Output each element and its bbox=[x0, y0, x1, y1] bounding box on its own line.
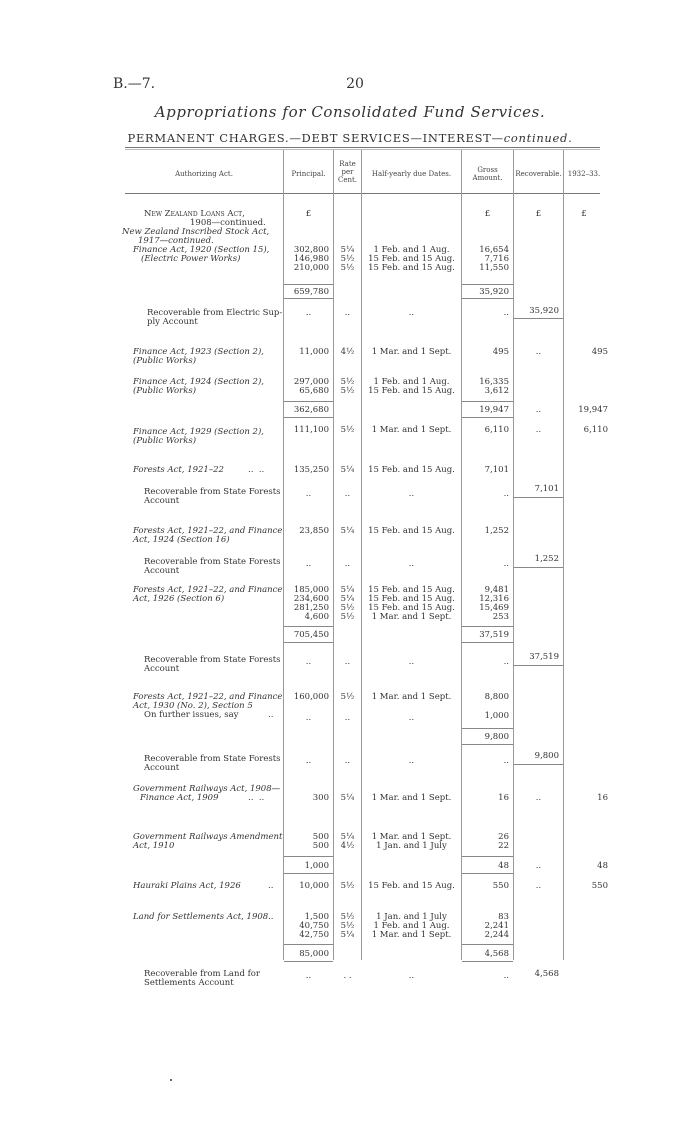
e2-recoverable: .. bbox=[535, 347, 542, 357]
e12-act-dots: .. bbox=[268, 912, 274, 922]
e3-dates: 1 Feb. and 1 Aug. 15 Feb. and 15 Aug. bbox=[368, 377, 455, 396]
col-head-year: 1932–33. bbox=[567, 170, 601, 178]
e12-principal-rule bbox=[284, 944, 333, 945]
currency-principal: £ bbox=[305, 209, 312, 219]
e5-dates: 15 Feb. and 15 Aug. bbox=[368, 465, 455, 475]
e12-rates: 5½ 5½ 5¼ bbox=[340, 912, 355, 940]
e3-principal-total: 362,680 bbox=[293, 405, 329, 415]
e6-dots-dates: .. bbox=[408, 559, 415, 569]
e3-gross-rule bbox=[462, 401, 513, 402]
e1-act-line-c: New Zealand Inscribed Stock Act, bbox=[122, 227, 270, 237]
col-head-act: Authorizing Act. bbox=[175, 170, 233, 178]
e4-dates: 1 Mar. and 1 Sept. bbox=[371, 425, 452, 435]
e10-rates: 5¼ 4½ bbox=[340, 832, 355, 851]
e8-recoverable-label: Recoverable from State Forests Account bbox=[144, 754, 281, 773]
e12-dots-rate: . . bbox=[343, 971, 352, 981]
e7-principal-total: 705,450 bbox=[293, 630, 329, 640]
e11-dates: 15 Feb. and 15 Aug. bbox=[368, 881, 455, 891]
e11-year: 550 bbox=[591, 881, 608, 891]
e5-recoverable-label: Recoverable from State Forests Account bbox=[144, 487, 281, 506]
e8-principal: 160,000 bbox=[293, 692, 329, 702]
e12-recoverable: 4,568 bbox=[534, 969, 559, 979]
e11-gross: 550 bbox=[492, 881, 509, 891]
e1-act-line-b: 1908—continued. bbox=[190, 218, 266, 228]
e5-act: Forests Act, 1921–22 bbox=[133, 465, 224, 475]
e11-rate: 5½ bbox=[340, 881, 355, 891]
col-head-recoverable: Recoverable. bbox=[515, 170, 562, 178]
e3-year: 19,947 bbox=[578, 405, 608, 415]
e5-dots-principal: .. bbox=[305, 489, 312, 499]
e7-principal: 185,000 234,600 281,250 4,600 bbox=[293, 585, 329, 622]
e5-dots-gross: .. bbox=[503, 489, 509, 499]
e2-act: Finance Act, 1923 (Section 2), (Public Works) bbox=[133, 347, 264, 366]
e8-dots-principal: .. bbox=[305, 713, 312, 723]
section-subtitle: PERMANENT CHARGES.—DEBT SERVICES—INTEREST—continued. bbox=[127, 131, 573, 145]
e1-dots-dates: .. bbox=[408, 308, 415, 318]
e10-act: Government Railways Amendment Act, 1910 bbox=[133, 832, 283, 851]
e10-recoverable: .. bbox=[535, 861, 542, 871]
e6-principal: 23,850 bbox=[299, 526, 329, 536]
e4-gross: 6,110 bbox=[484, 425, 509, 435]
e3-recoverable: .. bbox=[535, 405, 542, 415]
e1-recoverable-label: Recoverable from Electric Sup- ply Account bbox=[147, 308, 283, 327]
e12-gross: 83 2,241 2,244 bbox=[484, 912, 509, 940]
e7-gross-total: 37,519 bbox=[479, 630, 509, 640]
e1-recoverable: 35,920 bbox=[529, 306, 559, 316]
e7-dots-rate: .. bbox=[344, 657, 351, 667]
e7-dots-principal: .. bbox=[305, 657, 312, 667]
e1-recoverable-rule bbox=[514, 318, 563, 319]
e8-recoverable-rule bbox=[514, 764, 563, 765]
col-head-gross: Gross Amount. bbox=[472, 166, 503, 182]
e5-recoverable-rule bbox=[514, 497, 563, 498]
e11-act: Hauraki Plains Act, 1926 bbox=[133, 881, 241, 891]
e12-gross-rule-2 bbox=[462, 961, 513, 962]
e1-gross-total: 35,920 bbox=[479, 287, 509, 297]
e7-principal-rule-2 bbox=[284, 642, 333, 643]
e6-dots-gross: .. bbox=[503, 559, 509, 569]
report-code: B.—7. bbox=[113, 76, 156, 92]
e12-principal: 1,500 40,750 42,750 bbox=[299, 912, 329, 940]
e7-gross-rule bbox=[462, 626, 513, 627]
e8-rate: 5½ bbox=[340, 692, 355, 702]
e1-principal: 302,800 146,980 210,000 bbox=[293, 245, 329, 273]
e7-recoverable-rule bbox=[514, 665, 563, 666]
stray-ink-mark bbox=[170, 1079, 172, 1081]
e9-rate: 5¼ bbox=[340, 793, 355, 803]
e1-principal-rule-2 bbox=[284, 298, 333, 299]
e10-principal: 500 500 bbox=[312, 832, 329, 851]
e8-dots2-rate: .. bbox=[344, 756, 351, 766]
e5-gross: 7,101 bbox=[484, 465, 509, 475]
e1-gross: 16,654 7,716 11,550 bbox=[479, 245, 509, 273]
e12-gross-rule bbox=[462, 944, 513, 945]
e7-recoverable-label: Recoverable from State Forests Account bbox=[144, 655, 281, 674]
e6-recoverable: 1,252 bbox=[534, 554, 559, 564]
e1-principal-total: 659,780 bbox=[293, 287, 329, 297]
e8-dots-dates: .. bbox=[408, 713, 415, 723]
e12-gross-total: 4,568 bbox=[484, 949, 509, 959]
e6-gross: 1,252 bbox=[484, 526, 509, 536]
e12-recoverable-label: Recoverable from Land for Settlements Account bbox=[144, 969, 260, 988]
e2-principal: 11,000 bbox=[299, 347, 329, 357]
e11-principal: 10,000 bbox=[299, 881, 329, 891]
e9-year: 16 bbox=[597, 793, 608, 803]
e8-gross-rule bbox=[462, 728, 513, 729]
e7-act: Forests Act, 1921–22, and Finance Act, 1926 (Section 6) bbox=[133, 585, 283, 604]
e6-act: Forests Act, 1921–22, and Finance Act, 1924 (Section 16) bbox=[133, 526, 283, 545]
e2-gross: 495 bbox=[492, 347, 509, 357]
col-head-principal: Principal. bbox=[291, 170, 326, 178]
e6-recoverable-label: Recoverable from State Forests Account bbox=[144, 557, 281, 576]
col-divider-6 bbox=[563, 150, 564, 960]
header-bottom-rule bbox=[125, 193, 600, 194]
e4-recoverable: .. bbox=[535, 425, 542, 435]
e10-principal-total: 1,000 bbox=[304, 861, 329, 871]
e2-year: 495 bbox=[591, 347, 608, 357]
e8-recoverable: 9,800 bbox=[534, 751, 559, 761]
e8-act-further: On further issues, say bbox=[144, 710, 239, 720]
e12-dots-principal: .. bbox=[305, 971, 312, 981]
page-title: Appropriations for Consolidated Fund Services. bbox=[154, 103, 546, 121]
e7-gross-rule-2 bbox=[462, 642, 513, 643]
e9-principal: 300 bbox=[312, 793, 329, 803]
currency-year: £ bbox=[581, 209, 587, 219]
e10-principal-rule bbox=[284, 856, 333, 857]
e7-gross: 9,481 12,316 15,469 253 bbox=[479, 585, 509, 622]
e5-principal: 135,250 bbox=[293, 465, 329, 475]
e9-recoverable: .. bbox=[535, 793, 542, 803]
e3-gross-total: 19,947 bbox=[479, 405, 509, 415]
e2-rate: 4½ bbox=[340, 347, 355, 357]
e9-act-leader: .. .. bbox=[248, 793, 265, 803]
e1-act-line-d: 1917—continued. bbox=[138, 236, 214, 246]
e9-act-line-a: Government Railways Act, 1908— bbox=[133, 784, 281, 794]
e7-recoverable: 37,519 bbox=[529, 652, 559, 662]
e6-dots-principal: .. bbox=[305, 559, 312, 569]
e6-dots-rate: .. bbox=[344, 559, 351, 569]
e2-dates: 1 Mar. and 1 Sept. bbox=[371, 347, 452, 357]
e1-gross-rule bbox=[462, 284, 513, 285]
e5-act-leader: .. .. bbox=[248, 465, 265, 475]
e9-act-line-b: Finance Act, 1909 bbox=[140, 793, 219, 803]
e10-gross-rule-2 bbox=[462, 873, 513, 874]
e1-gross-rule-2 bbox=[462, 298, 513, 299]
e6-dates: 15 Feb. and 15 Aug. bbox=[368, 526, 455, 536]
table-top-rule bbox=[125, 147, 600, 148]
e1-act-line-a: New Zealand Loans Act, bbox=[144, 209, 245, 219]
e1-dates: 1 Feb. and 1 Aug. 15 Feb. and 15 Aug. 15 Feb. and 15 Aug. bbox=[368, 245, 455, 273]
currency-gross: £ bbox=[484, 209, 491, 219]
e12-dots-dates: .. bbox=[408, 971, 415, 981]
e1-dots-gross: .. bbox=[503, 308, 509, 318]
e10-dates: 1 Mar. and 1 Sept. 1 Jan. and 1 July bbox=[371, 832, 452, 851]
e3-principal-rule bbox=[284, 401, 333, 402]
e8-dots-rate: .. bbox=[344, 713, 351, 723]
e10-gross-rule bbox=[462, 856, 513, 857]
e3-principal: 297,000 65,680 bbox=[293, 377, 329, 396]
e10-gross: 26 22 bbox=[498, 832, 509, 851]
e8-dots2-principal: .. bbox=[305, 756, 312, 766]
e6-recoverable-rule bbox=[514, 567, 563, 568]
e12-principal-total: 85,000 bbox=[299, 949, 329, 959]
e3-gross: 16,335 3,612 bbox=[479, 377, 509, 396]
e3-principal-rule-2 bbox=[284, 417, 333, 418]
e5-dots-dates: .. bbox=[408, 489, 415, 499]
e8-gross-further: 1,000 bbox=[484, 711, 509, 721]
e1-principal-rule bbox=[284, 284, 333, 285]
e4-year: 6,110 bbox=[583, 425, 608, 435]
col-head-dates: Half-yearly due Dates. bbox=[371, 170, 452, 178]
e1-rates: 5¼ 5½ 5½ bbox=[340, 245, 355, 273]
e4-act: Finance Act, 1929 (Section 2), (Public Works) bbox=[133, 427, 264, 446]
e9-dates: 1 Mar. and 1 Sept. bbox=[371, 793, 452, 803]
e11-act-dots: .. bbox=[268, 881, 274, 891]
e7-dates: 15 Feb. and 15 Aug. 15 Feb. and 15 Aug. 15 Feb. and 15 Aug. 1 Mar. and 1 Sept. bbox=[368, 585, 455, 622]
e5-dots-rate: .. bbox=[344, 489, 351, 499]
e8-gross: 8,800 bbox=[484, 692, 509, 702]
e8-act: Forests Act, 1921–22, and Finance Act, 1930 (No. 2), Section 5 bbox=[133, 692, 283, 711]
e1-act-line-e: Finance Act, 1920 (Section 15), bbox=[133, 245, 270, 255]
e8-dates: 1 Mar. and 1 Sept. bbox=[371, 692, 452, 702]
e7-dots-gross: .. bbox=[503, 657, 509, 667]
e3-act: Finance Act, 1924 (Section 2), (Public Works) bbox=[133, 377, 264, 396]
e10-year: 48 bbox=[597, 861, 608, 871]
e8-dots2-dates: .. bbox=[408, 756, 415, 766]
e8-act-further-dots: .. bbox=[268, 710, 274, 720]
e6-rate: 5¼ bbox=[340, 526, 355, 536]
e8-dots2-gross: .. bbox=[503, 756, 509, 766]
e3-rates: 5½ 5½ bbox=[340, 377, 355, 396]
e7-dots-dates: .. bbox=[408, 657, 415, 667]
e8-gross-rule-2 bbox=[462, 744, 513, 745]
e7-principal-rule bbox=[284, 626, 333, 627]
e12-dates: 1 Jan. and 1 July 1 Feb. and 1 Aug. 1 Mar. and 1 Sept. bbox=[371, 912, 452, 940]
e5-rate: 5¼ bbox=[340, 465, 355, 475]
e12-principal-rule-2 bbox=[284, 961, 333, 962]
e7-rates: 5¼ 5¼ 5½ 5½ bbox=[340, 585, 355, 622]
e12-act: Land for Settlements Act, 1908 bbox=[133, 912, 269, 922]
e1-dots-rate: .. bbox=[344, 308, 351, 318]
table-top-rule-2 bbox=[125, 149, 600, 150]
e12-dots-gross: .. bbox=[503, 971, 509, 981]
e10-gross-total: 48 bbox=[498, 861, 509, 871]
page-number: 20 bbox=[346, 76, 364, 92]
e11-recoverable: .. bbox=[535, 881, 542, 891]
currency-recoverable: £ bbox=[535, 209, 542, 219]
e8-gross-total: 9,800 bbox=[484, 732, 509, 742]
e5-recoverable: 7,101 bbox=[534, 484, 559, 494]
e1-act-line-f: (Electric Power Works) bbox=[141, 254, 241, 264]
e10-principal-rule-2 bbox=[284, 873, 333, 874]
e3-gross-rule-2 bbox=[462, 417, 513, 418]
e1-dots-principal: .. bbox=[305, 308, 312, 318]
e9-gross: 16 bbox=[498, 793, 509, 803]
e4-rate: 5½ bbox=[340, 425, 355, 435]
col-head-rate: Rate per Cent. bbox=[337, 160, 358, 184]
e4-principal: 111,100 bbox=[293, 425, 329, 435]
